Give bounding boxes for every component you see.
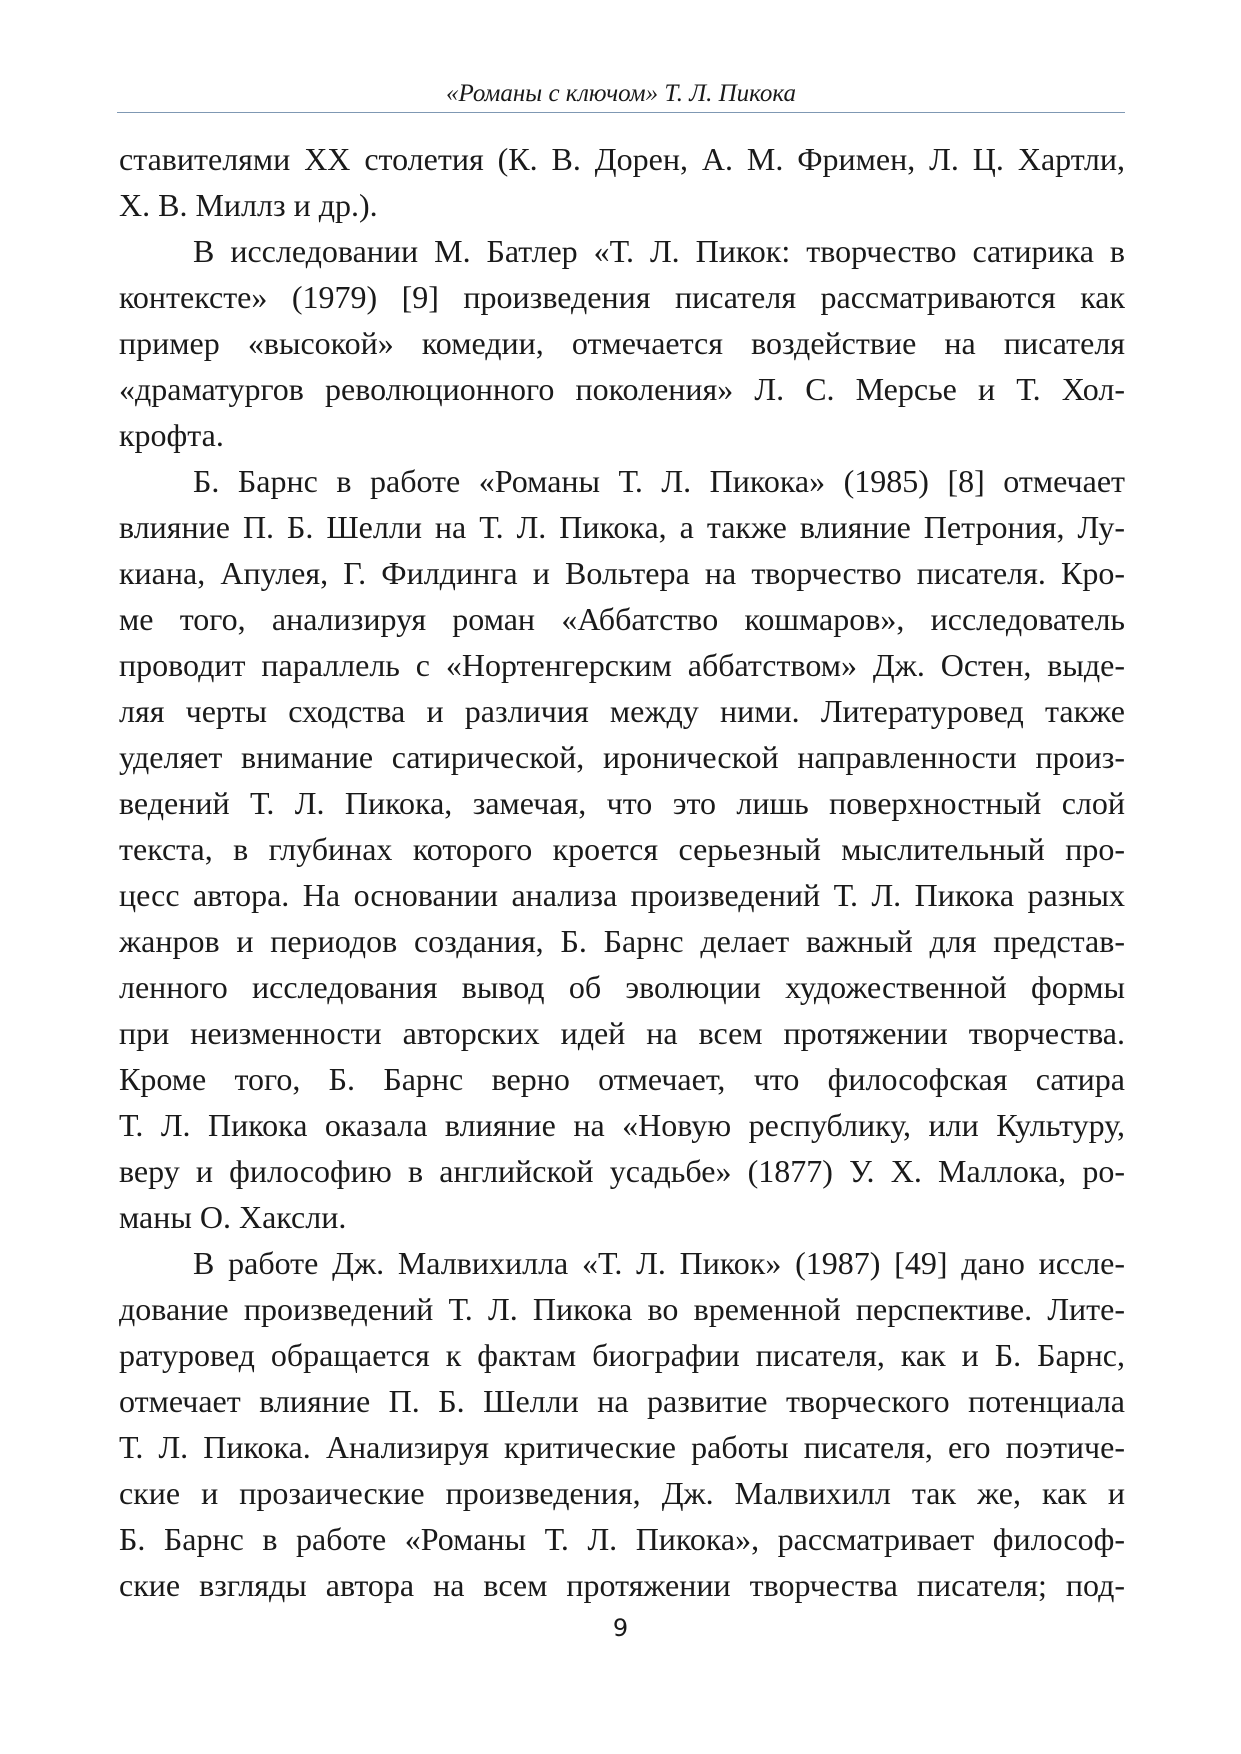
text-line: Т. Л. Пикока оказала влияние на «Новую республику, или Культуру, xyxy=(119,1107,1125,1143)
text-line: ленного исследования вывод об эволюции художественной формы xyxy=(119,969,1125,1005)
text-line: Х. В. Миллз и др.). xyxy=(119,187,378,223)
text-line: В исследовании М. Батлер «Т. Л. Пикок: творчество сатирика в xyxy=(193,233,1125,269)
text-line: контексте» (1979) [9] произведения писателя рассматриваются как xyxy=(119,279,1125,315)
text-line: пример «высокой» комедии, отмечается воздействие на писателя xyxy=(119,325,1125,361)
text-line: киана, Апулея, Г. Филдинга и Вольтера на творчество писателя. Кро- xyxy=(119,555,1125,591)
text-line: маны О. Хаксли. xyxy=(119,1199,347,1235)
text-line: текста, в глубинах которого кроется серьезный мыслительный про- xyxy=(119,831,1125,867)
page-number: 9 xyxy=(612,1614,629,1642)
running-header: «Романы с ключом» Т. Л. Пикока xyxy=(117,76,1125,113)
text-line: Б. Барнс в работе «Романы Т. Л. Пикока», рассматривает философ- xyxy=(119,1521,1125,1557)
text-line: «драматургов революционного поколения» Л. С. Мерсье и Т. Хол- xyxy=(119,371,1125,407)
text-line: ратуровед обращается к фактам биографии писателя, как и Б. Барнс, xyxy=(119,1337,1125,1373)
body-text xyxy=(119,136,1125,1608)
text-line: проводит параллель с «Нортенгерским аббатством» Дж. Остен, выде- xyxy=(119,647,1125,683)
text-line: Т. Л. Пикока. Анализируя критические работы писателя, его поэтиче- xyxy=(119,1429,1125,1465)
text-line: влияние П. Б. Шелли на Т. Л. Пикока, а также влияние Петрония, Лу- xyxy=(119,509,1125,545)
text-line: уделяет внимание сатирической, иронической направленности произ- xyxy=(119,739,1125,775)
text-line: ские и прозаические произведения, Дж. Малвихилл так же, как и xyxy=(119,1475,1125,1511)
text-line: цесс автора. На основании анализа произведений Т. Л. Пикока разных xyxy=(119,877,1125,913)
text-line: В работе Дж. Малвихилла «Т. Л. Пикок» (1987) [49] дано иссле- xyxy=(193,1245,1125,1281)
text-line: веру и философию в английской усадьбе» (1877) У. Х. Маллока, ро- xyxy=(119,1153,1125,1189)
text-line: ведений Т. Л. Пикока, замечая, что это лишь поверхностный слой xyxy=(119,785,1125,821)
text-line: ские взгляды автора на всем протяжении творчества писателя; под- xyxy=(119,1567,1125,1603)
text-line: ме того, анализируя роман «Аббатство кошмаров», исследователь xyxy=(119,601,1125,637)
text-line: жанров и периодов создания, Б. Барнс делает важный для представ- xyxy=(119,923,1125,959)
text-line: дование произведений Т. Л. Пикока во временной перспективе. Лите- xyxy=(119,1291,1125,1327)
text-line: отмечает влияние П. Б. Шелли на развитие творческого потенциала xyxy=(119,1383,1125,1419)
text-line: Б. Барнс в работе «Романы Т. Л. Пикока» (1985) [8] отмечает xyxy=(193,463,1125,499)
text-line: крофта. xyxy=(119,417,224,453)
text-line: Кроме того, Б. Барнс верно отмечает, что философская сатира xyxy=(119,1061,1125,1097)
text-line: ляя черты сходства и различия между ними. Литературовед также xyxy=(119,693,1125,729)
text-line: при неизменности авторских идей на всем протяжении творчества. xyxy=(119,1015,1125,1051)
text-line: ставителями XX столетия (К. В. Дорен, А. М. Фримен, Л. Ц. Хартли, xyxy=(119,141,1125,177)
